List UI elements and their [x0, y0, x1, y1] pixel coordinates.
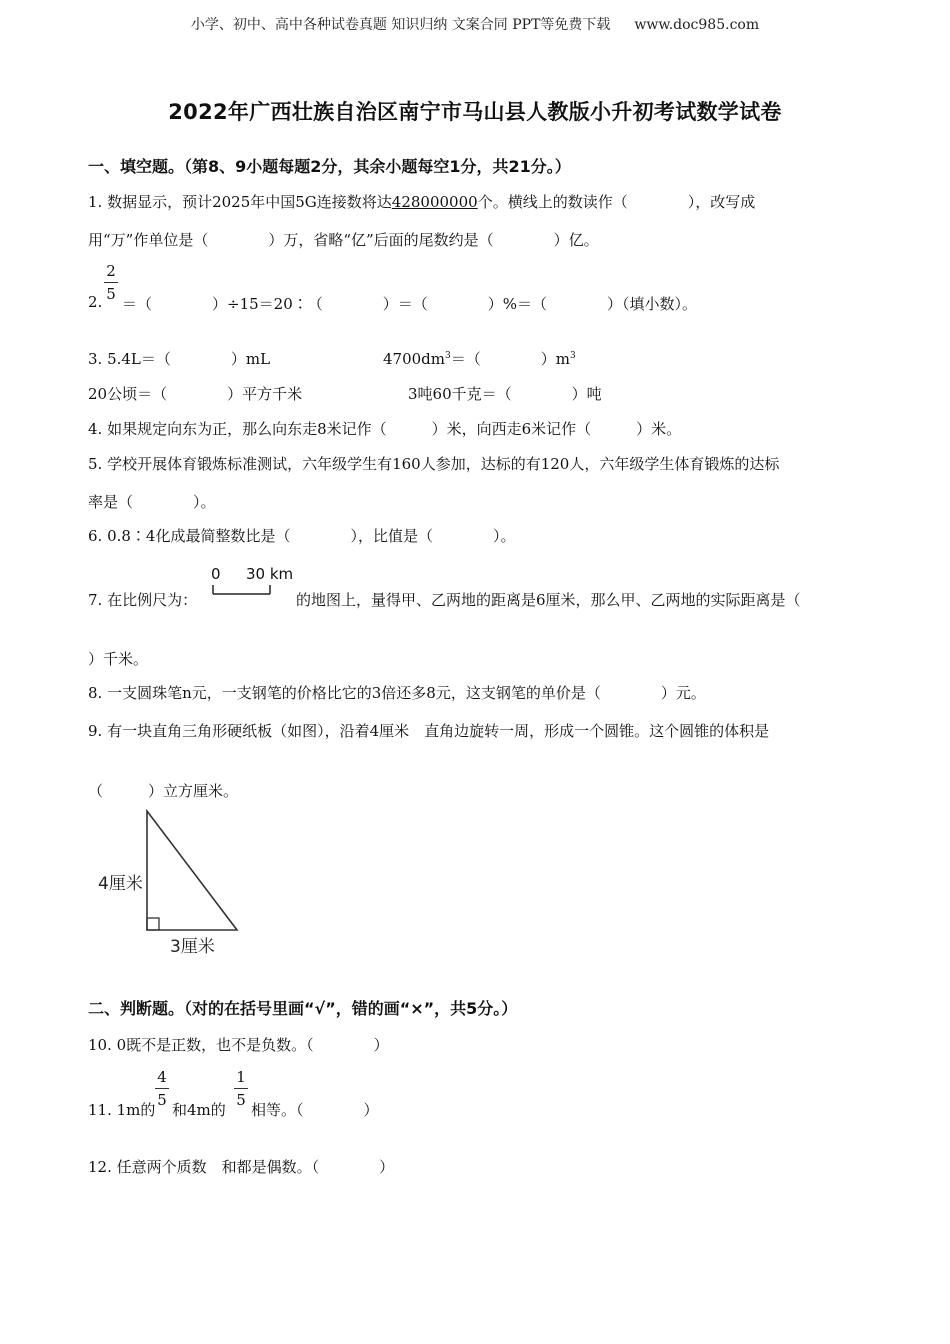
q2-fraction	[104, 262, 118, 303]
question-10: 10. 0既不是正数，也不是负数。（ ）	[88, 1036, 389, 1054]
q11-text-a: 11. 1m的	[88, 1101, 156, 1119]
q1-number: 428000000	[391, 193, 478, 211]
q11-f1-den: 5	[157, 1091, 167, 1109]
q7-prefix: 7. 在比例尺为：	[88, 591, 198, 609]
q3-part-c: 20公顷＝（ ）平方千米	[88, 385, 303, 403]
q3-b-text: 4700dm	[383, 350, 445, 368]
q11-text-b: 和4m的	[172, 1101, 226, 1119]
q7-rest: 的地图上，量得甲、乙两地的距离是6厘米，那么甲、乙两地的实际距离是（	[296, 591, 801, 609]
q3-b-sup2: 3	[569, 351, 576, 361]
q11-f2-den: 5	[236, 1091, 246, 1109]
question-9-line1: 9. 有一块直角三角形硬纸板（如图），沿着4厘米 直角边旋转一周，形成一个圆锥。这个圆锥的体积是	[88, 722, 770, 740]
question-6: 6. 0.8∶4化成最简整数比是（ ），比值是（ ）。	[88, 527, 516, 545]
q11-f1-num: 4	[157, 1068, 167, 1086]
q11-fraction-2	[234, 1068, 248, 1109]
triangle-label-vertical: 4厘米	[98, 874, 143, 894]
q1-text-b: 个。横线上的数读作（ ），改写成	[477, 193, 756, 211]
question-8: 8. 一支圆珠笔n元，一支钢笔的价格比它的3倍还多8元，这支钢笔的单价是（ ）元。	[88, 684, 706, 702]
q7-scale-zero: 0	[211, 565, 221, 583]
scale-bar	[210, 583, 274, 597]
header-text: 小学、初中、高中各种试卷真题 知识归纳 文案合同 PPT等免费下载	[190, 17, 611, 33]
exam-title: 2022年广西壮族自治区南宁市马山县人教版小升初考试数学试卷	[168, 100, 782, 124]
q3-part-a: 3. 5.4L＝（ ）mL	[88, 350, 271, 368]
q2-frac-num: 2	[106, 262, 116, 280]
page-header	[0, 14, 950, 34]
q11-f2-num: 1	[236, 1068, 246, 1086]
question-9-line2: （ ）立方厘米。	[88, 782, 239, 800]
right-triangle-figure	[140, 808, 244, 934]
question-5-line2: 率是（ ）。	[88, 493, 216, 511]
question-1-line1	[88, 191, 755, 212]
q7-scale-label: 30 km	[246, 565, 294, 583]
q11-fraction-1	[155, 1068, 169, 1109]
q2-rest: ＝（ ）÷15＝20∶（ ）＝（ ）%＝（ ）（填小数）。	[122, 295, 697, 313]
q3-b-sup: 3	[445, 351, 451, 361]
q3-b-rest: ＝（ ）m	[450, 350, 570, 368]
q2-frac-den: 5	[106, 285, 116, 303]
q3-part-b	[383, 348, 576, 369]
q7-line2: ）千米。	[88, 650, 149, 668]
q2-prefix: 2.	[88, 293, 103, 311]
triangle-label-horizontal: 3厘米	[170, 937, 215, 957]
question-1-line2: 用“万”作单位是（ ）万，省略“亿”后面的尾数约是（ ）亿。	[88, 231, 599, 249]
q3-part-d: 3吨60千克＝（ ）吨	[408, 385, 602, 403]
q11-text-c: 相等。（ ）	[251, 1101, 379, 1119]
q1-text-a: 1. 数据显示，预计2025年中国5G连接数将达	[88, 193, 392, 211]
section1-heading: 一、填空题。（第8、9小题每题2分，其余小题每空1分，共21分。）	[88, 157, 571, 176]
section2-heading: 二、判断题。（对的在括号里画“√”，错的画“×”，共5分。）	[88, 999, 518, 1018]
header-url[interactable]: www.doc985.com	[634, 17, 760, 33]
question-5-line1: 5. 学校开展体育锻炼标准测试，六年级学生有160人参加，达标的有120人，六年级学生体育锻炼的达标	[88, 455, 780, 473]
question-4: 4. 如果规定向东为正，那么向东走8米记作（ ）米，向西走6米记作（ ）米。	[88, 420, 682, 438]
question-12: 12. 任意两个质数 和都是偶数。（ ）	[88, 1158, 395, 1176]
